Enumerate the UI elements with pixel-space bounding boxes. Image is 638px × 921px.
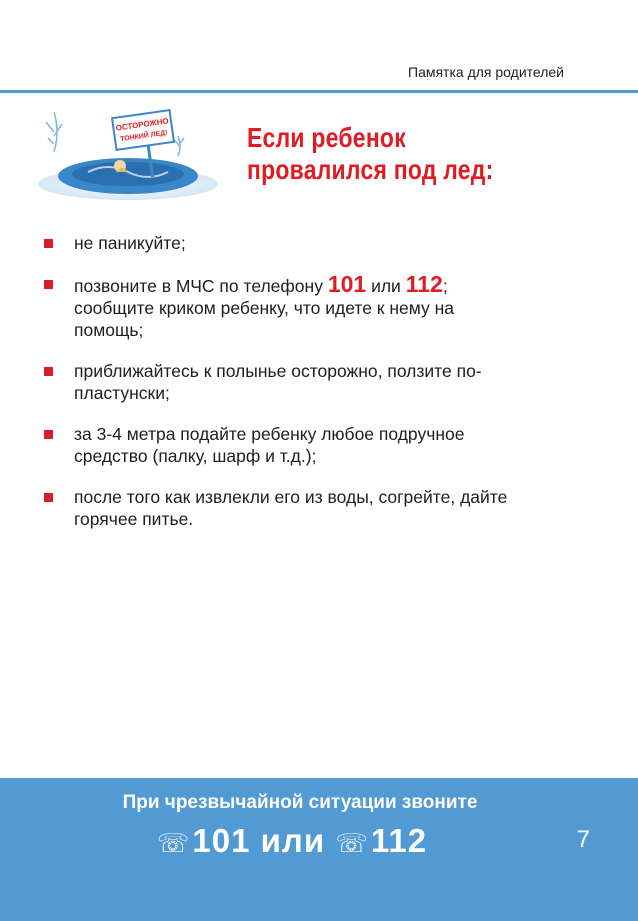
item-text: приближайтесь к полынье осторожно, ползите по-пластунски; (74, 361, 482, 403)
page-number: 7 (576, 826, 590, 853)
sign-text-line1: ОСТОРОЖНО (115, 116, 170, 133)
phone-icon: ☏ (156, 828, 191, 858)
list-item (44, 232, 524, 254)
item-text: или (366, 276, 406, 296)
instruction-list (44, 232, 524, 530)
bullet-icon (44, 493, 53, 502)
item-text: не паникуйте; (74, 233, 186, 253)
footer-text: При чрезвычайной ситуации звоните (122, 792, 478, 813)
item-text: ; сообщите криком ребенку, что идете к нему на помощь; (74, 276, 454, 340)
bullet-icon (44, 367, 53, 376)
list-item (44, 486, 524, 530)
phone-number: 101 (192, 822, 251, 859)
list-item (44, 273, 524, 341)
phone-icon: ☏ (335, 828, 369, 858)
header-label: Памятка для родителей (408, 64, 564, 80)
thin-ice-illustration (28, 92, 218, 202)
bullet-icon (44, 430, 53, 439)
item-text: после того как извлекли его из воды, согрейте, дайте горячее питье. (74, 487, 508, 529)
emergency-number: 101 (327, 271, 367, 297)
list-item (44, 423, 524, 467)
item-text: позвоните в МЧС по телефону (74, 276, 328, 296)
sign-text-line2: ТОНКИЙ ЛЕД! (119, 129, 169, 144)
page-title (247, 122, 494, 186)
emergency-number: 112 (405, 271, 443, 297)
footer-banner (0, 778, 638, 921)
item-text: за 3-4 метра подайте ребенку любое подручное средство (палку, шарф и т.д.); (74, 424, 465, 466)
phone-number: 112 (370, 822, 428, 859)
bullet-icon (44, 239, 53, 248)
title-line-2: провалился под лед: (247, 154, 494, 185)
bullet-icon (44, 280, 53, 289)
title-line-1: Если ребенок (247, 122, 406, 153)
footer-phones (0, 822, 584, 860)
connector-text: или (260, 822, 326, 859)
list-item (44, 360, 524, 404)
